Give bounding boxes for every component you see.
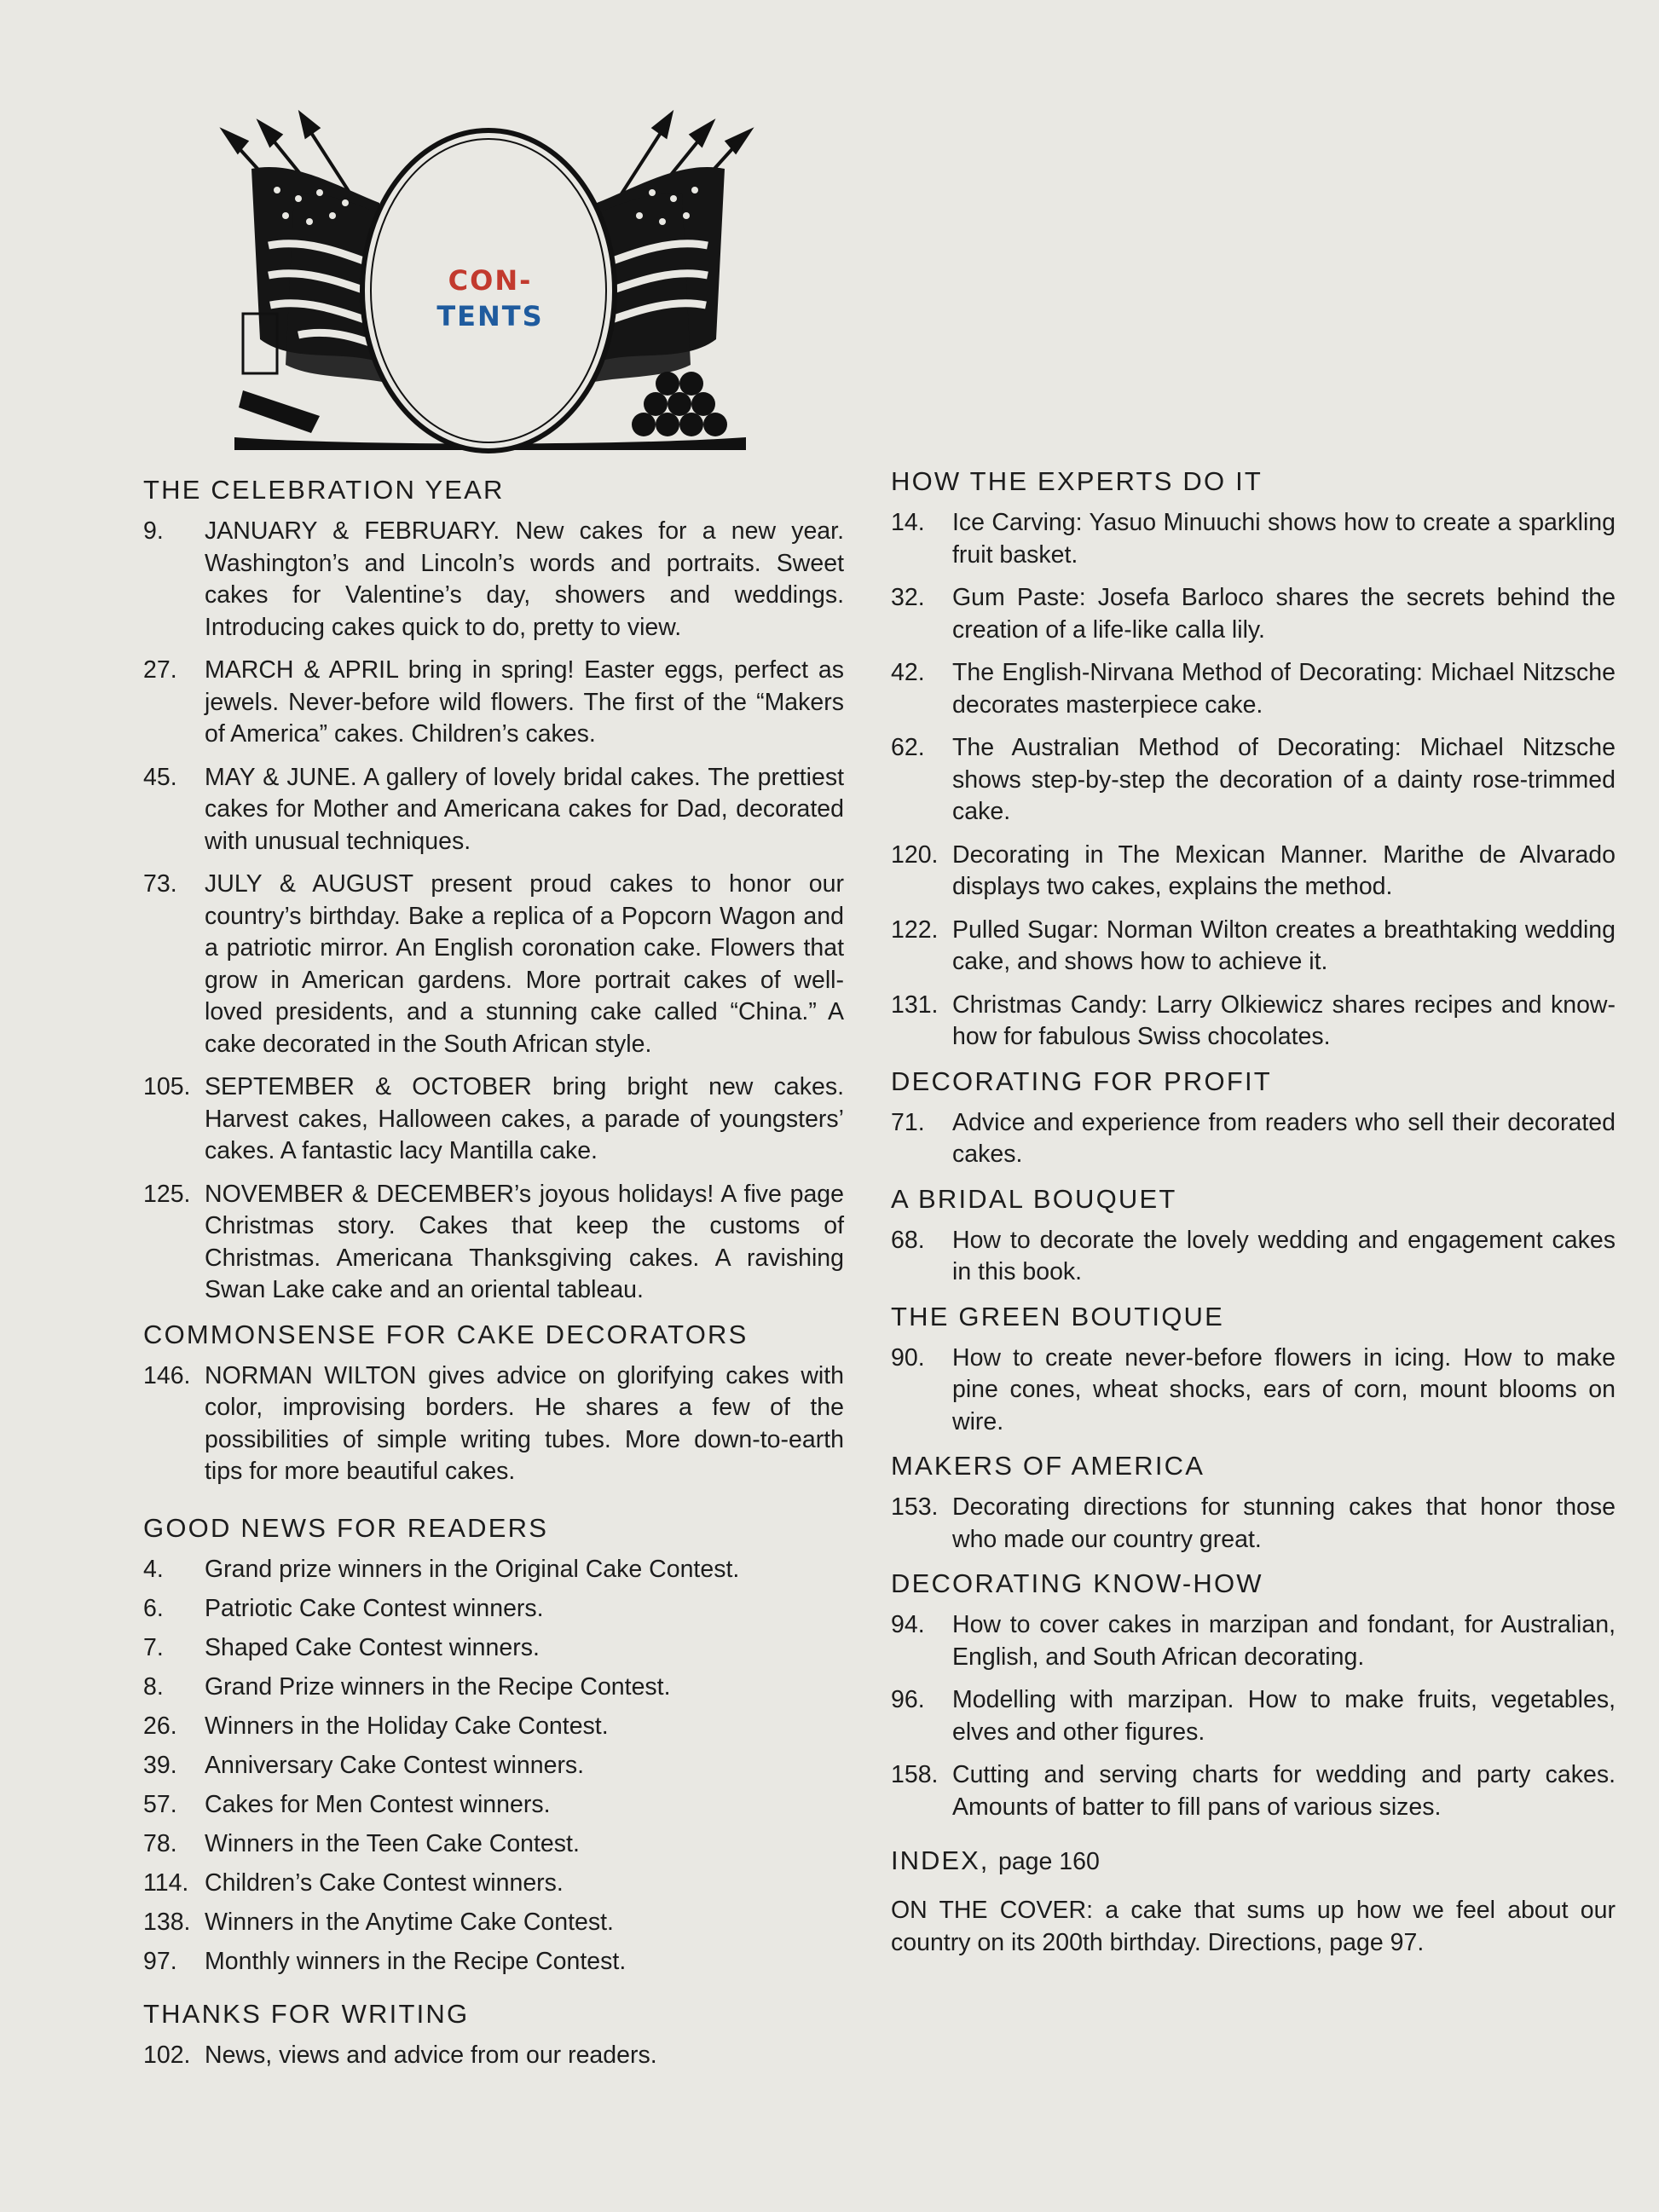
entry-text: JANUARY & FEBRUARY. New cakes for a new year. Washington’s and Lincoln’s words and portraits. Sweet cakes for Valentine’s day, showers and weddings. Introducing cakes quick to do, pretty to view. xyxy=(205,517,844,641)
cover-note: ON THE COVER: a cake that sums up how we feel about our country on its 200th birthday. Directions, page 97. xyxy=(891,1897,1616,1956)
entry-text: How to decorate the lovely wedding and engagement cakes in this book. xyxy=(952,1226,1616,1285)
entry-text: Decorating in The Mexican Manner. Marithe de Alvarado displays two cakes, explains the method. xyxy=(952,840,1616,900)
toc-entry[interactable] xyxy=(143,1593,844,1626)
page-number: 96. xyxy=(891,1686,925,1713)
toc-entry[interactable] xyxy=(891,1759,1616,1823)
section-good-news xyxy=(143,1511,844,1978)
toc-entry[interactable] xyxy=(891,1343,1616,1439)
section-profit xyxy=(891,1065,1616,1171)
section-heading: DECORATING KNOW-HOW xyxy=(891,1568,1263,1598)
index-page: page 160 xyxy=(997,1848,1100,1875)
page-number: 8. xyxy=(143,1672,164,1701)
toc-entry[interactable] xyxy=(143,1907,844,1939)
page-number: 6. xyxy=(143,1594,164,1622)
section-heading: THE GREEN BOUTIQUE xyxy=(891,1301,1224,1331)
toc-entry[interactable] xyxy=(143,1828,844,1861)
page-number: 90. xyxy=(891,1343,925,1372)
entry-text: How to cover cakes in marzipan and fondant, for Australian, English, and South African decorating. xyxy=(952,1611,1616,1671)
section-heading: A BRIDAL BOUQUET xyxy=(891,1183,1177,1214)
section-heading: THANKS FOR WRITING xyxy=(143,1998,470,2029)
entry-text: Modelling with marzipan. How to make fruits, vegetables, elves and other figures. xyxy=(952,1686,1616,1746)
entry-text: Shaped Cake Contest winners. xyxy=(205,1633,540,1661)
toc-entry[interactable] xyxy=(143,1789,844,1822)
entry-text: The English-Nirvana Method of Decorating: Michael Nitzsche decorates masterpiece cake. xyxy=(952,659,1616,719)
index-reference[interactable] xyxy=(891,1844,1616,1879)
page-number: 9. xyxy=(143,517,164,545)
toc-entry[interactable] xyxy=(891,732,1616,829)
entry-text: Winners in the Teen Cake Contest. xyxy=(205,1829,580,1857)
toc-entry[interactable] xyxy=(891,990,1616,1054)
toc-entry[interactable] xyxy=(891,657,1616,721)
toc-entry[interactable] xyxy=(891,915,1616,979)
toc-entry[interactable] xyxy=(143,2040,844,2072)
entry-text: Pulled Sugar: Norman Wilton creates a breathtaking wedding cake, and shows how to achieve it. xyxy=(952,915,1616,975)
toc-entry[interactable] xyxy=(143,1868,844,1900)
page-number: 158. xyxy=(891,1761,939,1788)
page-number: 27. xyxy=(143,656,177,684)
page-number: 97. xyxy=(143,1947,177,1975)
entry-text: JULY & AUGUST present proud cakes to honor our country’s birthday. Bake a replica of a Popcorn Wagon and a patriotic mirror. An English coronation cake. Flowers that grow in American gardens. More portrait cakes of well-loved presidents, and a stunning cake called “China.” A cake decorated in the South African style. xyxy=(205,870,844,1058)
section-heading: THE CELEBRATION YEAR xyxy=(143,475,505,505)
toc-entry[interactable] xyxy=(143,1360,844,1488)
section-green-boutique xyxy=(891,1300,1616,1439)
page-number: 125. xyxy=(143,1180,191,1208)
page-number: 26. xyxy=(143,1712,177,1740)
page-number: 57. xyxy=(143,1790,177,1818)
section-heading: GOOD NEWS FOR READERS xyxy=(143,1512,549,1543)
section-thanks xyxy=(143,1997,844,2072)
toc-entry[interactable] xyxy=(143,1750,844,1782)
page-number: 146. xyxy=(143,1361,191,1389)
toc-entry[interactable] xyxy=(143,1179,844,1307)
toc-entry[interactable] xyxy=(143,655,844,751)
page-number: 42. xyxy=(891,659,925,686)
page-number: 138. xyxy=(143,1908,191,1936)
entry-text: News, views and advice from our readers. xyxy=(205,2041,657,2069)
entry-text: Anniversary Cake Contest winners. xyxy=(205,1751,585,1779)
entry-text: How to create never-before flowers in icing. How to make pine cones, wheat shocks, ears of corn, mount blooms on wire. xyxy=(952,1343,1616,1435)
toc-entry[interactable] xyxy=(143,1672,844,1704)
entry-text: Cakes for Men Contest winners. xyxy=(205,1790,551,1818)
right-column xyxy=(891,465,1616,1959)
toc-entry[interactable] xyxy=(891,1492,1616,1556)
page-number: 105. xyxy=(143,1073,191,1100)
page-number: 94. xyxy=(891,1611,925,1638)
toc-entry[interactable] xyxy=(143,516,844,644)
entry-text: Cutting and serving charts for wedding and party cakes. Amounts of batter to fill pans of various sizes. xyxy=(952,1761,1616,1821)
page-number: 73. xyxy=(143,870,177,898)
page-number: 68. xyxy=(891,1226,925,1254)
toc-entry[interactable] xyxy=(143,1554,844,1586)
entry-text: Gum Paste: Josefa Barloco shares the secrets behind the creation of a life-like calla lily. xyxy=(952,584,1616,644)
entry-text: SEPTEMBER & OCTOBER bring bright new cakes. Harvest cakes, Halloween cakes, a parade of youngsters’ cakes. A fantastic lacy Mantilla cake. xyxy=(205,1073,844,1164)
section-bridal xyxy=(891,1182,1616,1289)
page-number: 32. xyxy=(891,584,925,611)
page-number: 78. xyxy=(143,1829,177,1857)
section-know-how xyxy=(891,1567,1616,1823)
toc-entry[interactable] xyxy=(891,1684,1616,1748)
section-heading: COMMONSENSE FOR CAKE DECORATORS xyxy=(143,1319,749,1349)
toc-entry[interactable] xyxy=(891,582,1616,646)
contents-title-line2: TENTS xyxy=(436,300,544,332)
page-number: 71. xyxy=(891,1108,925,1136)
section-experts xyxy=(891,465,1616,1054)
entry-text: Monthly winners in the Recipe Contest. xyxy=(205,1947,627,1975)
entry-text: NORMAN WILTON gives advice on glorifying cakes with color, improvising borders. He shares a few of the possibilities of simple writing tubes. More down-to-earth tips for more beautiful cakes. xyxy=(205,1361,844,1485)
section-heading: MAKERS OF AMERICA xyxy=(891,1451,1205,1481)
entry-text: Winners in the Holiday Cake Contest. xyxy=(205,1712,609,1740)
page-number: 4. xyxy=(143,1555,164,1583)
page-number: 114. xyxy=(143,1868,189,1897)
section-commonsense xyxy=(143,1318,844,1488)
page-number: 122. xyxy=(891,915,939,944)
entry-text: MARCH & APRIL bring in spring! Easter eggs, perfect as jewels. Never-before wild flowers. The first of the “Makers of America” cakes. Children’s cakes. xyxy=(205,656,844,748)
section-makers xyxy=(891,1449,1616,1556)
entry-text: Advice and experience from readers who sell their decorated cakes. xyxy=(952,1108,1616,1168)
toc-entry[interactable] xyxy=(143,762,844,858)
entry-text: MAY & JUNE. A gallery of lovely bridal cakes. The prettiest cakes for Mother and Americana cakes for Dad, decorated with unusual techniques. xyxy=(205,763,844,855)
section-heading: HOW THE EXPERTS DO IT xyxy=(891,466,1263,496)
contents-title-line1: CON- xyxy=(448,264,533,297)
page-number: 120. xyxy=(891,840,939,869)
toc-entry[interactable] xyxy=(143,1071,844,1168)
left-column xyxy=(143,473,844,2079)
toc-entry[interactable] xyxy=(143,1946,844,1978)
toc-entry[interactable] xyxy=(891,840,1616,904)
entry-text: Ice Carving: Yasuo Minuuchi shows how to create a sparkling fruit basket. xyxy=(952,509,1616,569)
section-heading: DECORATING FOR PROFIT xyxy=(891,1066,1272,1096)
entry-text: Christmas Candy: Larry Olkiewicz shares recipes and know-how for fabulous Swiss chocolates. xyxy=(952,990,1616,1050)
toc-entry[interactable] xyxy=(891,1107,1616,1171)
toc-entry[interactable] xyxy=(891,507,1616,571)
entry-text: Patriotic Cake Contest winners. xyxy=(205,1594,544,1622)
toc-entry[interactable] xyxy=(143,869,844,1060)
toc-entry[interactable] xyxy=(143,1632,844,1665)
entry-text: NOVEMBER & DECEMBER’s joyous holidays! A five page Christmas story. Cakes that keep the customs of Christmas. Americana Thanksgiving cakes. A ravishing Swan Lake cake and an oriental tableau. xyxy=(205,1180,844,1303)
page-number: 62. xyxy=(891,734,925,761)
section-celebration-year xyxy=(143,473,844,1307)
entry-text: Decorating directions for stunning cakes that honor those who made our country great. xyxy=(952,1493,1616,1553)
page-number: 102. xyxy=(143,2041,191,2069)
entry-text: Grand prize winners in the Original Cake Contest. xyxy=(205,1555,740,1583)
entry-text: Winners in the Anytime Cake Contest. xyxy=(205,1908,614,1936)
entry-text: Children’s Cake Contest winners. xyxy=(205,1868,564,1897)
entry-text: The Australian Method of Decorating: Michael Nitzsche shows step-by-step the decoration of a dainty rose-trimmed cake. xyxy=(952,734,1616,825)
contents-title xyxy=(375,263,605,334)
toc-entry[interactable] xyxy=(891,1609,1616,1673)
page-number: 45. xyxy=(143,763,177,791)
toc-entry[interactable] xyxy=(891,1225,1616,1289)
page-number: 14. xyxy=(891,509,925,536)
index-label: INDEX, xyxy=(891,1845,990,1875)
page-number: 131. xyxy=(891,990,939,1019)
entry-text: Grand Prize winners in the Recipe Contest. xyxy=(205,1672,671,1701)
toc-entry[interactable] xyxy=(143,1711,844,1743)
page-number: 39. xyxy=(143,1751,177,1779)
page-number: 153. xyxy=(891,1493,939,1521)
page-number: 7. xyxy=(143,1633,164,1661)
